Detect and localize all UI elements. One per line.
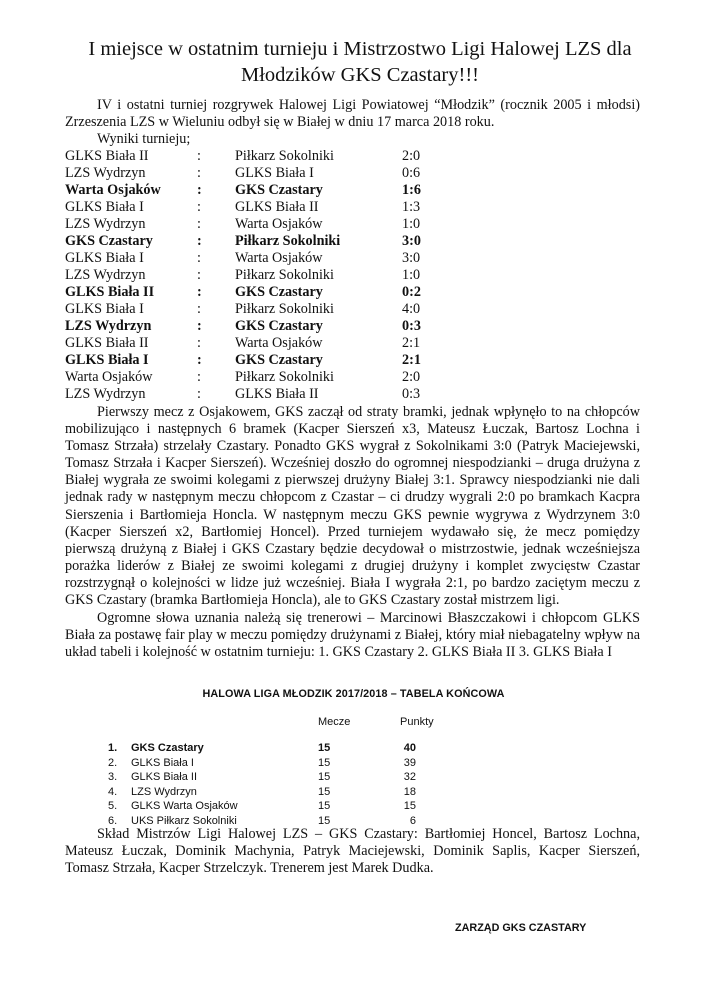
result-separator: : [197, 335, 201, 351]
result-home-team: LZS Wydrzyn [65, 216, 146, 232]
result-score: 0:3 [402, 386, 421, 402]
result-separator: : [197, 199, 201, 215]
result-score: 4:0 [402, 301, 421, 317]
result-home-team: LZS Wydrzyn [65, 267, 146, 283]
result-row [65, 318, 485, 335]
result-away-team: Warta Osjaków [235, 335, 323, 351]
result-home-team: GLKS Biała II [65, 148, 149, 164]
thanks-paragraph: Ogromne słowa uznania należą się trenerowi – Marcinowi Błaszczakowi i chłopcom GLKS Biała za postawę fair play w meczu pomiędzy drużynami z Białej, który miał niebagatelny wpływ na układ tabeli i kolejność w ostatnim turnieju: 1. GKS Czastary 2. GLKS Biała II 3. GLKS Biała I [65, 610, 640, 661]
row-team: GLKS Warta Osjaków [131, 800, 238, 813]
row-games: 15 [318, 756, 331, 769]
result-row [65, 233, 485, 250]
result-away-team: GKS Czastary [235, 182, 323, 198]
result-score: 3:0 [402, 250, 421, 266]
row-position: 2. [108, 756, 118, 769]
result-home-team: GLKS Biała II [65, 284, 155, 300]
match-report-paragraph: Pierwszy mecz z Osjakowem, GKS zaczął od straty bramki, jednak wpłynęło to na chłopców mobilizująco i następnych 6 bramek (Kacper Sierszeń x3, Mateusz Łuczak, Bartosz Lochna i Tomasz Strzała) strzelały Czastary. Ponadto GKS wygrał z Sokolnikami 3:0 (Patryk Maciejewski, Tomasz Strzała i Kacper Sierszeń). Wcześniej doszło do ogromnej niespodzianki – druga drużyna z Białej wygrała ze swoimi kolegami z pierwszej drużyny Białej 3:1. Sprawcy niespodzianki nie dali jednak rady w następnym meczu chłopcom z Czastar – ci drudzy wygrali 2:0 po bramkach Kacpra Sierszenia i Bartłomieja Honcla. W następnym meczu GKS pewnie wygrywa z Wydrzynem 3:0 (Kacper Sierszeń x2, Bartłomiej Honcel). Przed turniejem wydawało się, że mecz pomiędzy pierwszą drużyną z Białej i GKS Czastary będzie decydował o mistrzostwie, jednak wcześniejsza porażka liderów z Białej ze swoimi kolegami z drugiej drużyny i komplet zwycięstw Czastar rozstrzygnął o kolejności w lidze już wcześniej. Biała I wygrała 2:1, po bardzo zaciętym meczu z GKS Czastary (bramka Bartłomieja Honcla), ale to GKS Czastary został mistrzem ligi. [65, 404, 640, 609]
row-team: GKS Czastary [131, 742, 204, 754]
result-score: 1:0 [402, 216, 421, 232]
result-separator: : [197, 369, 201, 385]
result-score: 2:0 [402, 369, 421, 385]
result-home-team: LZS Wydrzyn [65, 386, 146, 402]
result-separator: : [197, 250, 201, 266]
result-separator: : [197, 216, 201, 232]
result-row [65, 335, 485, 352]
row-team: GLKS Biała I [131, 756, 194, 769]
row-team: GLKS Biała II [131, 771, 198, 784]
result-away-team: Warta Osjaków [235, 250, 323, 266]
row-position: 5. [108, 800, 118, 813]
result-away-team: Piłkarz Sokolniki [235, 301, 334, 317]
result-score: 2:1 [402, 352, 421, 368]
result-away-team: Piłkarz Sokolniki [235, 369, 334, 385]
table-row [100, 756, 460, 770]
result-away-team: Piłkarz Sokolniki [235, 148, 334, 164]
result-row [65, 352, 485, 369]
row-games: 15 [318, 742, 331, 754]
result-score: 0:3 [402, 318, 421, 334]
result-row [65, 284, 485, 301]
result-score: 3:0 [402, 233, 421, 249]
table-row [100, 799, 460, 813]
result-separator: : [197, 148, 201, 164]
row-points: 6 [409, 815, 416, 827]
table-title: HALOWA LIGA MŁODZIK 2017/2018 – TABELA KOŃCOWA [202, 688, 505, 700]
result-separator: : [197, 233, 202, 249]
result-home-team: Warta Osjaków [65, 182, 161, 198]
table-row [100, 785, 460, 799]
result-home-team: GLKS Biała II [65, 335, 149, 351]
result-score: 1:0 [402, 267, 421, 283]
result-away-team: GLKS Biała II [235, 199, 319, 215]
result-home-team: Warta Osjaków [65, 369, 153, 385]
result-home-team: GLKS Biała I [65, 199, 144, 215]
result-separator: : [197, 352, 202, 368]
result-separator: : [197, 301, 201, 317]
row-team: UKS Piłkarz Sokolniki [131, 815, 237, 827]
result-score: 0:2 [402, 284, 421, 300]
result-away-team: Piłkarz Sokolniki [235, 267, 334, 283]
signature: ZARZĄD GKS CZASTARY [455, 922, 587, 934]
table-row [100, 741, 460, 755]
table-header-games: Mecze [318, 716, 351, 728]
result-score: 2:1 [402, 335, 421, 351]
result-row [65, 165, 485, 182]
row-position: 3. [108, 771, 118, 784]
row-games: 15 [318, 771, 331, 784]
row-points: 32 [403, 771, 416, 784]
result-home-team: GLKS Biała I [65, 250, 144, 266]
result-home-team: GLKS Biała I [65, 352, 149, 368]
result-score: 2:0 [402, 148, 421, 164]
result-away-team: GKS Czastary [235, 318, 323, 334]
result-home-team: LZS Wydrzyn [65, 318, 152, 334]
row-points: 40 [403, 742, 416, 754]
result-score: 0:6 [402, 165, 421, 181]
result-home-team: GLKS Biała I [65, 301, 144, 317]
result-away-team: Piłkarz Sokolniki [235, 233, 341, 249]
row-points: 39 [403, 756, 416, 769]
table-header-points: Punkty [400, 716, 434, 728]
result-away-team: GKS Czastary [235, 352, 323, 368]
result-separator: : [197, 267, 201, 283]
result-away-team: GKS Czastary [235, 284, 323, 300]
result-row [65, 250, 485, 267]
result-row [65, 216, 485, 233]
result-separator: : [197, 318, 202, 334]
result-separator: : [197, 284, 202, 300]
result-home-team: LZS Wydrzyn [65, 165, 146, 181]
results-label: Wyniki turnieju; [97, 131, 191, 147]
row-position: 6. [108, 815, 118, 827]
result-separator: : [197, 182, 202, 198]
result-score: 1:6 [402, 182, 421, 198]
result-separator: : [197, 386, 201, 402]
row-position: 4. [108, 785, 118, 798]
result-row [65, 267, 485, 284]
squad-paragraph: Skład Mistrzów Ligi Halowej LZS – GKS Czastary: Bartłomiej Honcel, Bartosz Lochna, Mateusz Łuczak, Dominik Machynia, Patryk Maciejewski, Dominik Saplis, Kacper Sierszeń, Tomasz Strzała, Kacper Strzelczyk. Trenerem jest Marek Dudka. [65, 826, 640, 877]
result-row [65, 148, 485, 165]
row-team: LZS Wydrzyn [131, 785, 197, 798]
result-row [65, 182, 485, 199]
result-row [65, 199, 485, 216]
row-points: 18 [403, 785, 416, 798]
page-title: I miejsce w ostatnim turnieju i Mistrzostwo Ligi Halowej LZS dla Młodzików GKS Czastary!!! [88, 38, 632, 86]
table-row [100, 770, 460, 784]
result-row [65, 386, 485, 403]
result-home-team: GKS Czastary [65, 233, 153, 249]
result-away-team: GLKS Biała I [235, 165, 314, 181]
result-row [65, 301, 485, 318]
result-score: 1:3 [402, 199, 421, 215]
result-away-team: GLKS Biała II [235, 386, 319, 402]
row-games: 15 [318, 785, 331, 798]
row-position: 1. [108, 742, 118, 754]
result-separator: : [197, 165, 201, 181]
row-points: 15 [403, 800, 416, 813]
intro-paragraph: IV i ostatni turniej rozgrywek Halowej Ligi Powiatowej “Młodzik” (rocznik 2005 i młodsi) Zrzeszenia LZS w Wieluniu odbył się w Białej w dniu 17 marca 2018 roku. [65, 97, 640, 131]
row-games: 15 [318, 815, 331, 827]
result-row [65, 369, 485, 386]
result-away-team: Warta Osjaków [235, 216, 323, 232]
row-games: 15 [318, 800, 331, 813]
